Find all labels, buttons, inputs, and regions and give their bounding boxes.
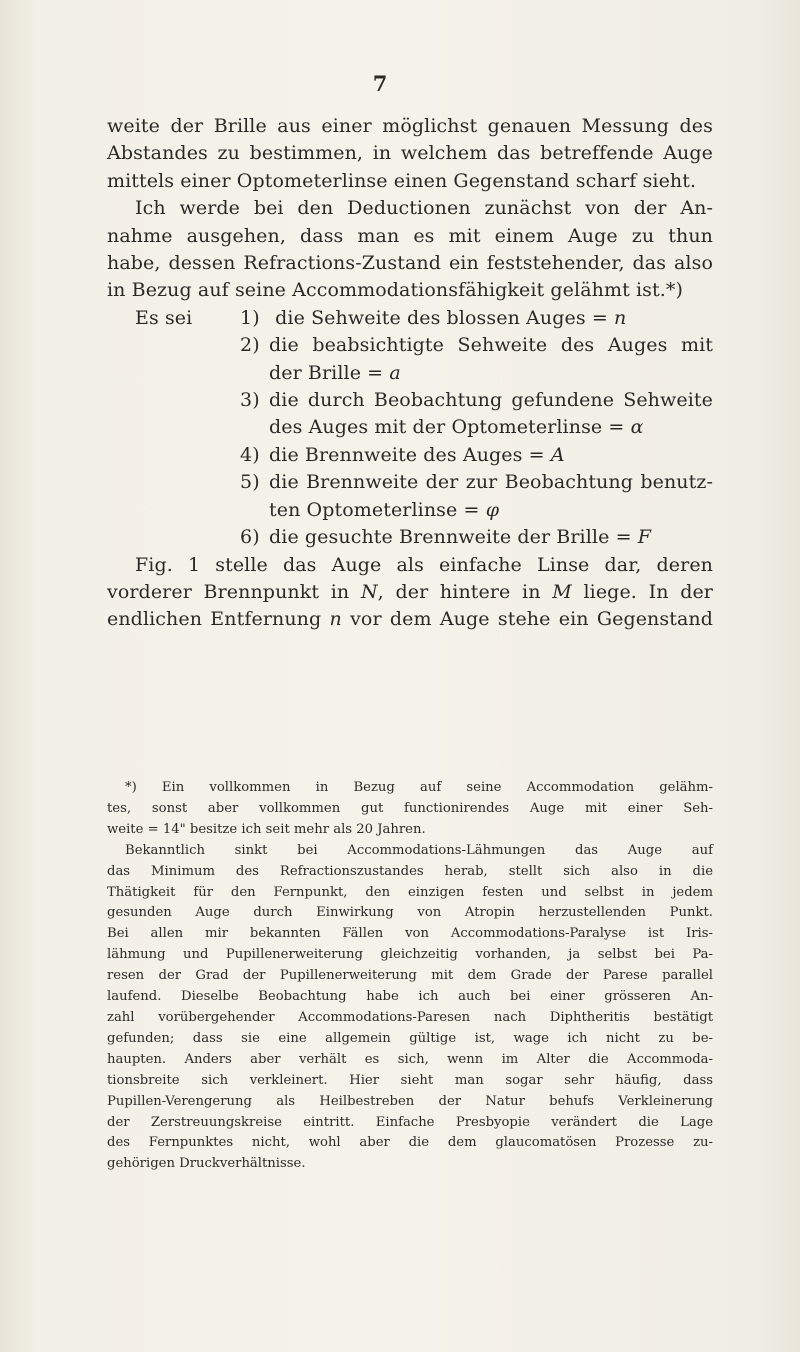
variable: F xyxy=(637,526,652,549)
main-text xyxy=(107,113,713,634)
variable: M xyxy=(552,580,572,603)
paragraph-3-line-1 xyxy=(107,552,713,579)
text-line: habe, dessen Refractions-Zustand ein feststehender, das also xyxy=(107,252,713,275)
text-fragment: , der hintere in xyxy=(377,580,553,603)
footnote-line: haupten. Anders aber verhält es sich, wenn im Alter die Accommoda- xyxy=(107,1051,713,1067)
text-line: mittels einer Optometerlinse einen Gegenstand scharf sieht. xyxy=(107,169,697,192)
definition-item-1 xyxy=(107,305,713,332)
footnote-line: tionsbreite sich verkleinert. Hier sieht man sogar sehr häufig, dass xyxy=(107,1072,713,1088)
footnote-paragraph-1 xyxy=(107,778,713,841)
text-line: Ich werde bei den Deductionen zunächst von der An- xyxy=(135,197,713,220)
definition-text: die gesuchte Brennweite der Brille = xyxy=(269,526,638,549)
footnote-line: Bekanntlich sinkt bei Accommodations-Lähmungen das Auge auf xyxy=(125,842,713,858)
definition-item-3 xyxy=(107,387,713,442)
text-line: nahme ausgehen, dass man es mit einem Auge zu thun xyxy=(107,224,713,247)
footnote-line: weite = 14" besitze ich seit mehr als 20 Jahren. xyxy=(107,821,426,837)
footnote-line: tes, sonst aber vollkommen gut functionirendes Auge mit einer Seh- xyxy=(107,800,713,816)
definition-text: des Auges mit der Optometerlinse = xyxy=(269,416,631,439)
definition-item-5 xyxy=(107,469,713,524)
variable: n xyxy=(613,306,627,329)
footnote-line: gesunden Auge durch Einwirkung von Atropin herzustellenden Punkt. xyxy=(107,905,713,921)
definition-list xyxy=(107,305,713,552)
paragraph-3-line-3 xyxy=(107,606,713,633)
paragraph-2-body xyxy=(107,223,713,278)
variable: α xyxy=(630,416,644,439)
footnote-line: Pupillen-Verengerung als Heilbestreben der Natur behufs Verkleinerung xyxy=(107,1093,713,1109)
definition-text: die Sehweite des blossen Auges = xyxy=(275,306,614,329)
definition-text: die beabsichtigte Sehweite des Auges mit xyxy=(269,334,713,357)
definition-item-6 xyxy=(107,524,713,551)
page-number: 7 xyxy=(372,71,388,96)
definition-item-4 xyxy=(107,442,713,469)
footnote-line: des Fernpunktes nicht, wohl aber die dem glaucomatösen Prozesse zu- xyxy=(107,1135,713,1151)
definition-number: 5) xyxy=(240,471,260,494)
paragraph-2-end xyxy=(107,277,713,304)
text-fragment: vor dem Auge stehe ein Gegenstand xyxy=(341,608,713,631)
definition-number: 3) xyxy=(240,389,260,412)
footnote-line: *) Ein vollkommen in Bezug auf seine Accommodation gelähm- xyxy=(125,780,713,795)
paragraph-3-line-2 xyxy=(107,579,713,606)
definition-lead: Es sei xyxy=(135,306,193,329)
text-fragment: liege. In der xyxy=(571,580,713,603)
footnote-paragraph-2 xyxy=(107,841,713,1176)
text-line: in Bezug auf seine Accommodationsfähigkeit gelähmt ist.*) xyxy=(107,279,683,302)
footnote-line: das Minimum des Refractionszustandes herab, stellt sich also in die xyxy=(107,863,713,879)
definition-number: 4) xyxy=(240,443,260,466)
definition-item-2 xyxy=(107,332,713,387)
variable: N xyxy=(360,580,378,603)
definition-text: ten Optometerlinse = xyxy=(269,498,486,521)
definition-number: 1) xyxy=(240,306,260,329)
variable: n xyxy=(329,608,342,631)
variable: φ xyxy=(485,498,500,521)
text-fragment: vorderer Brennpunkt in xyxy=(107,580,361,603)
footnote-line: zahl vorübergehender Accommodations-Paresen nach Diphtheritis bestätigt xyxy=(107,1009,713,1025)
text-line: Abstandes zu bestimmen, in welchem das betreffende Auge xyxy=(107,142,713,165)
definition-text: die durch Beobachtung gefundene Sehweite xyxy=(269,389,713,412)
footnote-line: der Zerstreuungskreise eintritt. Einfache Presbyopie verändert die Lage xyxy=(107,1114,713,1130)
paragraph-1 xyxy=(107,113,713,168)
definition-number: 2) xyxy=(240,334,260,357)
footnote-line: laufend. Dieselbe Beobachtung habe ich auch bei einer grösseren An- xyxy=(107,989,713,1005)
footnote-line: gehörigen Druckverhältnisse. xyxy=(107,1156,306,1172)
definition-number: 6) xyxy=(240,526,260,549)
footnote-line: lähmung und Pupillenerweiterung gleichzeitig vorhanden, ja selbst bei Pa- xyxy=(107,947,713,963)
footnote-line: gefunden; dass sie eine allgemein gültige ist, wage ich nicht zu be- xyxy=(107,1030,713,1046)
paragraph-1-end xyxy=(107,168,713,195)
paragraph-2 xyxy=(107,195,713,222)
footnote-line: resen der Grad der Pupillenerweiterung mit dem Grade der Parese parallel xyxy=(107,968,713,984)
definition-text: die Brennweite der zur Beobachtung benutz- xyxy=(269,471,713,494)
footnote-line: Thätigkeit für den Fernpunkt, den einzigen festen und selbst in jedem xyxy=(107,884,713,900)
footnote-line: Bei allen mir bekannten Fällen von Accommodations-Paralyse ist Iris- xyxy=(107,926,713,942)
text-line: Fig. 1 stelle das Auge als einfache Linse dar, deren xyxy=(135,553,713,576)
definition-text: der Brille = xyxy=(269,361,390,384)
footnote xyxy=(107,778,713,1175)
variable: A xyxy=(550,443,565,466)
text-line: weite der Brille aus einer möglichst genauen Messung des xyxy=(107,115,713,137)
text-fragment: endlichen Entfernung xyxy=(107,608,330,631)
definition-text: die Brennweite des Auges = xyxy=(269,443,551,466)
variable: a xyxy=(389,361,401,384)
